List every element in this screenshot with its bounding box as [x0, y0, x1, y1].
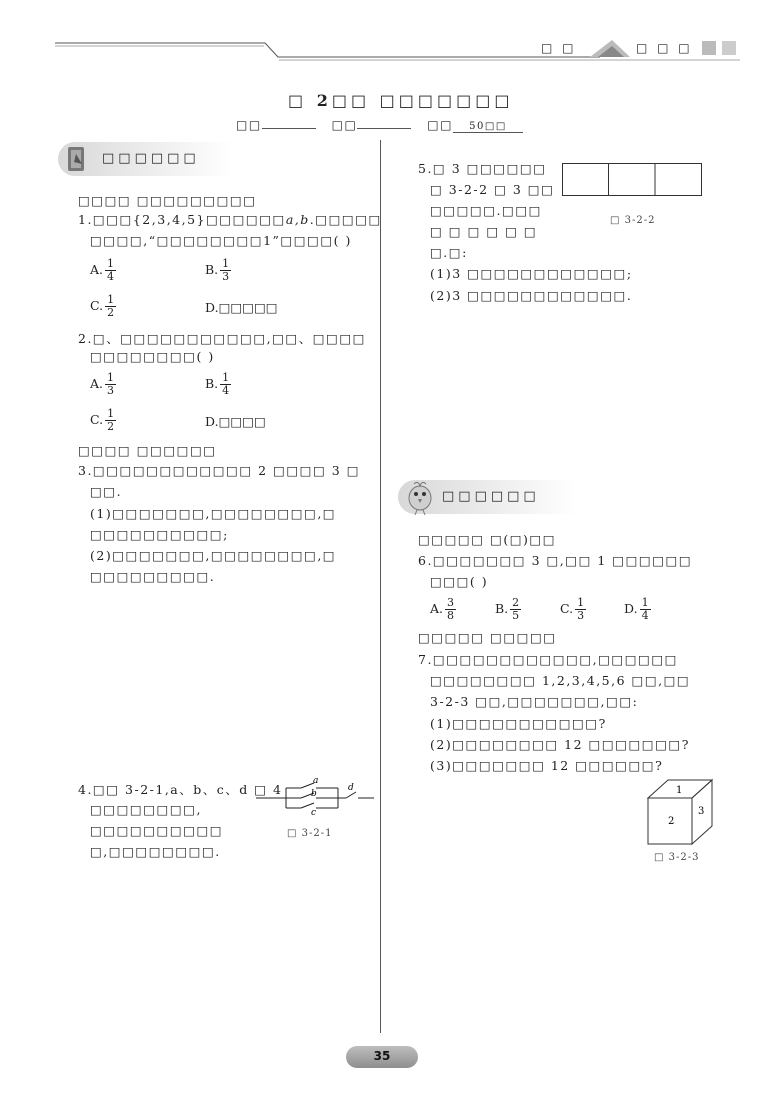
q1-option-c: C. $\frac{1}{2}$: [90, 293, 115, 319]
boxes-figure: [562, 163, 703, 197]
right-sub4: □□□□□ □□□□□: [418, 630, 557, 645]
cube-face-side: 3: [698, 806, 705, 817]
circuit-label-b: b: [311, 789, 317, 799]
meta-time-value: 50□□: [453, 121, 523, 133]
q3-line5: (2)□□□□□□□,□□□□□□□□,□: [90, 548, 337, 563]
q7-line5: (2)□□□□□□□□ 12 □□□□□□□?: [430, 737, 690, 752]
q7-line1: 7.□□□□□□□□□□□□,□□□□□□: [418, 652, 678, 667]
q4-line3: □□□□□□□□□□: [90, 823, 224, 838]
q6-option-a: A. $\frac{3}{8}$: [430, 596, 455, 622]
q3-line6: □□□□□□□□□.: [90, 569, 216, 584]
left-sub2: □□□□ □□□□□□: [78, 443, 217, 458]
book-icon: [62, 144, 92, 174]
section-header-right: [398, 480, 578, 514]
meta-class-label: □□: [331, 118, 358, 132]
q7-line2: □□□□□□□□ 1,2,3,4,5,6 □□,□□: [430, 673, 691, 688]
q7-line4: (1)□□□□□□□□□□□?: [430, 716, 607, 731]
q1-line1-pre: 1.□□□{2,3,4,5}□□□□□□: [78, 212, 286, 227]
chick-icon: [400, 476, 440, 516]
cube-figure: [644, 778, 714, 848]
q3-line4: □□□□□□□□□□;: [90, 527, 229, 542]
left-sub1: □□□□ □□□□□□□□□: [78, 193, 257, 208]
title-meta: [236, 118, 523, 133]
q5-line2: □ 3-2-2 □ 3 □□: [430, 182, 555, 197]
q5-line5: □.□:: [430, 245, 468, 260]
right-sub3: □□□□□ □(□)□□: [418, 532, 557, 547]
q1-line2: □□□□,“□□□□□□□□1”□□□□( ): [90, 233, 352, 248]
q7-line3: 3-2-3 □□,□□□□□□□,□□:: [430, 694, 639, 709]
q2-option-a: A. $\frac{1}{3}$: [90, 371, 115, 397]
header-rule: [0, 0, 764, 80]
q5-line7: (2)3 □□□□□□□□□□□□.: [430, 288, 633, 303]
q2-option-b: B. $\frac{1}{4}$: [205, 371, 230, 397]
q6-option-d: D. $\frac{1}{4}$: [624, 596, 649, 622]
cube-face-top: 1: [676, 785, 683, 796]
q3-line1: 3.□□□□□□□□□□□□ 2 □□□□ 3 □: [78, 463, 361, 478]
section-header-right-label: □□□□□□: [442, 489, 540, 504]
q7-line6: (3)□□□□□□□ 12 □□□□□□?: [430, 758, 664, 773]
q4-line2: □□□□□□□□,: [90, 802, 202, 817]
meta-name-blank: [262, 128, 316, 129]
q5-line4: □ □ □ □ □ □: [430, 224, 538, 239]
q5-line3: □□□□□.□□□: [430, 203, 542, 218]
q2-line2: □□□□□□□□( ): [90, 349, 215, 364]
page-title: □ 2□□ □□□□□□□: [288, 91, 514, 110]
fig3-caption: □ 3-2-3: [654, 852, 700, 863]
q1-line1: [78, 212, 382, 227]
q4-line4: □,□□□□□□□□.: [90, 844, 221, 859]
q6-line2: □□□( ): [430, 574, 489, 589]
q1-option-d: D.□□□□□: [205, 300, 278, 315]
q4-line1: 4.□□ 3-2-1,a、b、c、d □ 4: [78, 782, 283, 797]
q1-option-b: B. $\frac{1}{3}$: [205, 257, 230, 283]
circuit-label-a: a: [313, 776, 319, 786]
q2-option-d: D.□□□□: [205, 414, 266, 429]
page-number-badge: [346, 1046, 418, 1068]
q2-option-c: C. $\frac{1}{2}$: [90, 407, 115, 433]
q3-line3: (1)□□□□□□□,□□□□□□□□,□: [90, 506, 337, 521]
circuit-figure: [256, 775, 376, 817]
q3-line2: □□.: [90, 484, 123, 499]
fig1-caption: □ 3-2-1: [287, 828, 333, 839]
circuit-label-d: d: [348, 783, 354, 793]
fig2-caption: □ 3-2-2: [610, 215, 656, 226]
header-chapter: □ □: [541, 41, 577, 55]
q5-line6: (1)3 □□□□□□□□□□□□;: [430, 266, 633, 281]
cube-face-front: 2: [668, 816, 675, 827]
q6-line1: 6.□□□□□□□ 3 □,□□ 1 □□□□□□: [418, 553, 693, 568]
meta-name-label: □□: [236, 118, 262, 132]
meta-time-label: □□: [427, 118, 453, 132]
header-section: □ □ □: [636, 41, 693, 55]
q5-line1: 5.□ 3 □□□□□□: [418, 161, 547, 176]
q6-option-c: C. $\frac{1}{3}$: [560, 596, 585, 622]
q2-line1: 2.□、□□□□□□□□□□□,□□、□□□□: [78, 331, 366, 346]
column-divider: [380, 140, 381, 1033]
q1-vars: a,b: [285, 212, 310, 227]
meta-class-blank: [357, 128, 411, 129]
page-number: 35: [373, 1049, 391, 1063]
section-header-left: [58, 142, 234, 176]
circuit-label-c: c: [311, 808, 317, 817]
section-header-left-label: □□□□□□: [102, 151, 200, 166]
q6-option-b: B. $\frac{2}{5}$: [495, 596, 520, 622]
q1-option-a: A. $\frac{1}{4}$: [90, 257, 115, 283]
q1-line1-post: .□□□□□: [309, 212, 382, 227]
